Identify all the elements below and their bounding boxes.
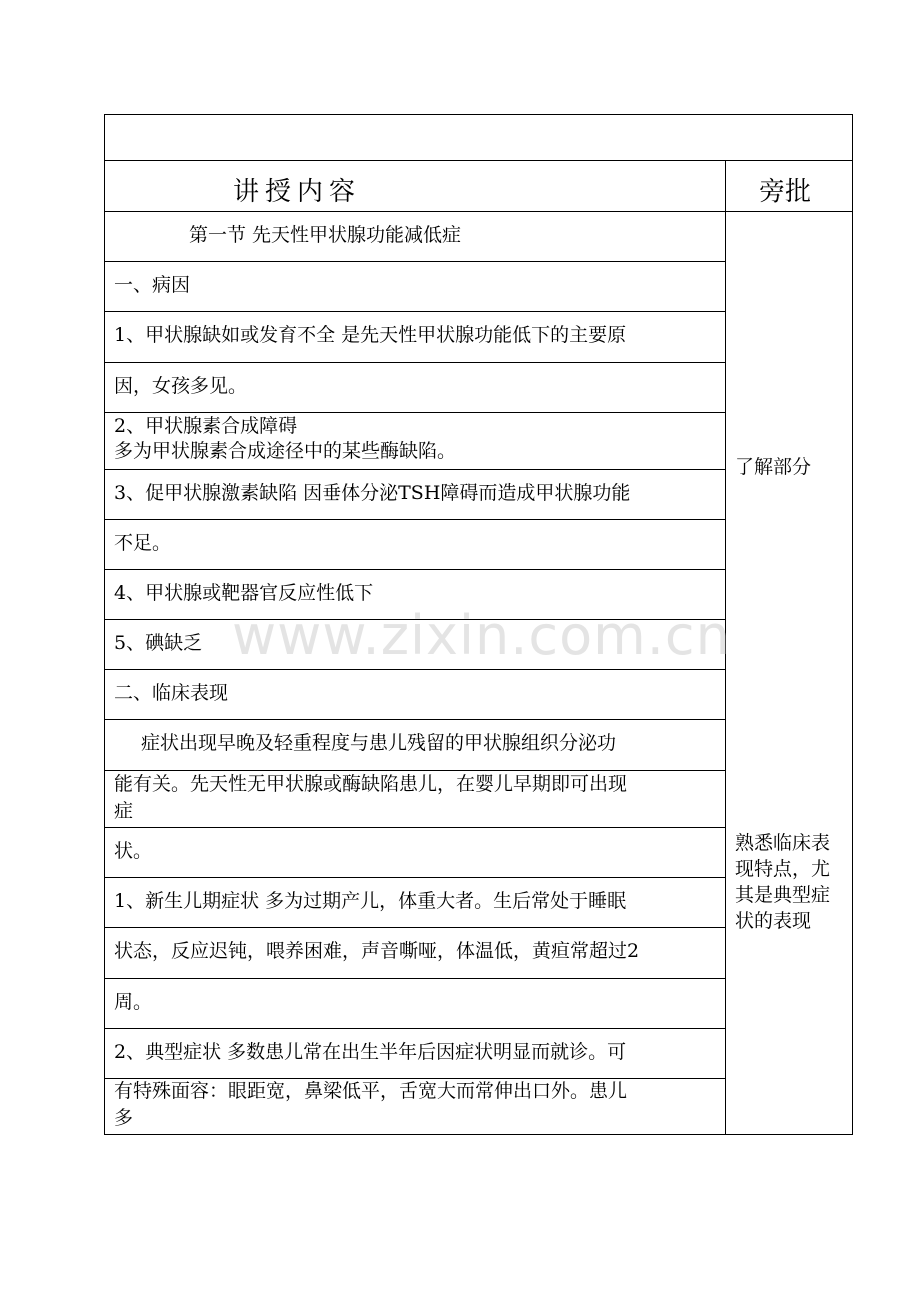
side-note-line: 其是典型症 bbox=[735, 884, 831, 906]
column-divider bbox=[725, 161, 726, 1135]
side-header-cell bbox=[726, 161, 852, 212]
text-line: 因，女孩多见。 bbox=[114, 375, 248, 397]
table-row bbox=[105, 470, 725, 520]
table-row bbox=[105, 1029, 725, 1079]
text-line: 症 bbox=[114, 800, 134, 822]
table-top-blank-row bbox=[105, 115, 852, 161]
text-line: 2、典型症状 多数患儿常在出生半年后因症状明显而就诊。可 bbox=[114, 1041, 627, 1063]
side-note-line: 现特点，尤 bbox=[735, 858, 831, 880]
table-row bbox=[105, 828, 725, 878]
text-line: 5、碘缺乏 bbox=[114, 632, 203, 654]
table-row bbox=[105, 670, 725, 720]
table-row bbox=[105, 570, 725, 620]
table-row bbox=[105, 262, 725, 312]
text-line: 多 bbox=[114, 1107, 134, 1129]
table-row bbox=[105, 312, 725, 363]
text-line: 状。 bbox=[114, 840, 153, 862]
text-line: 有特殊面容：眼距宽，鼻梁低平，舌宽大而常伸出口外。患儿 bbox=[114, 1080, 628, 1102]
table-row bbox=[105, 520, 725, 570]
table-row bbox=[105, 212, 725, 262]
text-line: 周。 bbox=[114, 991, 153, 1013]
text-line: 1、新生儿期症状 多为过期产儿，体重大者。生后常处于睡眠 bbox=[114, 890, 627, 912]
text-line: 状态，反应迟钝，喂养困难，声音嘶哑，体温低，黄疸常超过2 bbox=[114, 940, 640, 962]
table-row bbox=[105, 979, 725, 1029]
side-note-understand: 了解部分 bbox=[735, 456, 812, 478]
watermark: www.zixin.com.cn bbox=[232, 604, 731, 667]
heading-cause: 一、病因 bbox=[114, 274, 191, 296]
table-row bbox=[105, 878, 725, 928]
text-line: 能有关。先天性无甲状腺或酶缺陷患儿，在婴儿早期即可出现 bbox=[114, 773, 628, 795]
table-row bbox=[105, 1079, 725, 1135]
table-row bbox=[105, 771, 725, 828]
section-title: 第一节 先天性甲状腺功能减低症 bbox=[189, 224, 462, 246]
side-header: 旁批 bbox=[759, 177, 812, 207]
text-line: 4、甲状腺或靶器官反应性低下 bbox=[114, 582, 374, 604]
table-row bbox=[105, 928, 725, 979]
text-line: 1、甲状腺缺如或发育不全 是先天性甲状腺功能低下的主要原 bbox=[114, 324, 627, 346]
side-note-line: 状的表现 bbox=[735, 910, 812, 932]
table-row bbox=[105, 363, 725, 413]
text-line: 症状出现早晚及轻重程度与患儿残留的甲状腺组织分泌功 bbox=[141, 732, 617, 754]
lesson-table bbox=[104, 114, 853, 1135]
table-row bbox=[105, 720, 725, 771]
text-line: 不足。 bbox=[114, 532, 172, 554]
heading-clinical: 二、临床表现 bbox=[114, 682, 229, 704]
table-row bbox=[105, 413, 725, 470]
text-line: 多为甲状腺素合成途径中的某些酶缺陷。 bbox=[114, 440, 457, 462]
content-header: 讲授内容 bbox=[233, 177, 362, 207]
text-line: 3、促甲状腺激素缺陷 因垂体分泌TSH障碍而造成甲状腺功能 bbox=[114, 482, 631, 504]
content-header-cell bbox=[105, 161, 725, 212]
text-line: 2、甲状腺素合成障碍 bbox=[114, 415, 298, 437]
side-note-line: 熟悉临床表 bbox=[735, 832, 831, 854]
side-note-clinical bbox=[735, 830, 847, 934]
table-row bbox=[105, 620, 725, 670]
